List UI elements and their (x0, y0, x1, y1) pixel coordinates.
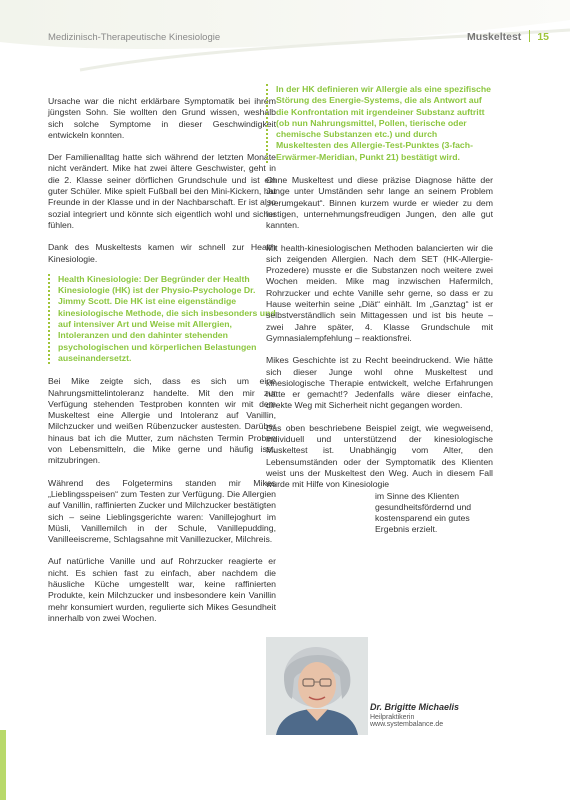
highlight-text: Health Kinesiologie: Der Begründer der Health Kinesiologie (HK) ist der Physio-Psychologe Dr. Jimmy Scott. Die HK ist eine eigenständige kinesiologische Methode, die sich insbesonders und auf intensiver Art und Weise mit Allergien, Intoleranzen und den dahinter stehenden psychologischen und körperlichen Belastungen auseinandersetzt. (58, 273, 276, 363)
paragraph: Während des Folgetermins standen mir Mikes „Lieblingsspeisen“ zum Testen zur Verfügung. Die Allergien auf Vanillin, raffinierten Zucker und Milchzucker bestätigten sich – seine Lieblingsgerichte waren: Vanillejoghurt im Müsli, Vanillemilch in der Schule, Vanillepudding, Vanilleeiscreme, Schlagsahne mit Vanillezucker, Milchreis. (48, 477, 276, 545)
paragraph: Mit health-kinesiologischen Methoden balancierten wir die sich zeigenden Allergien. Nach dem SET (HK-Allergie-Prozedere) musste er die Substanzen noch weitere zwei Wochen meiden. Mike mag inzwischen Hafermilch, Rohrzucker und echte Vanille sehr gerne, so dass er zu Hause weiterhin seine „Diät“ einhält. Im „Ganztag“ ist er selbstverständlich sein Mittagessen und ist bis heute – zwei Jahre später, 4. Klasse Grundschule mit Gymnasialempfehlung – reaktionsfrei. (266, 242, 493, 343)
running-header-title: Medizinisch-Therapeutische Kinesiologie (48, 32, 221, 43)
header-divider (529, 30, 530, 42)
paragraph: Bei Mike zeigte sich, dass es sich um eine Nahrungsmittelintoleranz handelte. Mit den mir zur Verfügung stehenden Testproben konnten wir mit dem Muskeltest eine Allergie und Intoleranz auf Vanillin, Milchzucker und weißen Rübenzucker austesten. Darüber hinaus bat ich die Mutter, zum nächsten Termin Proben von Lebensmitteln, die Mike gerne und häufig isst, mitzubringen. (48, 376, 276, 466)
paragraph: Das oben beschriebene Beispiel zeigt, wie wegweisend, individuell und unterstützend der kinesiologische Muskeltest ist. Unabhängig vom Alter, den Lebensumständen oder der Symptomatik des Klienten weist uns der Muskeltest den Weg. Auch in diesem Fall wurde mit Hilfe von Kinesiologie (266, 422, 493, 490)
green-side-tab (0, 730, 6, 800)
paragraph: Auf natürliche Vanille und auf Rohrzucker reagierte er nicht. Es schien fast zu einfach, aber nachdem die häusliche Küche umgestellt war, keine raffinierten Produkte, kein Milchzucker und insbesondere kein Vanillin mehr konsumiert wurden, regulierte sich Mikes Gesundheit innerhalb von zwei Wochen. (48, 556, 276, 623)
highlight-box (48, 274, 276, 364)
narrow-text-wrap (375, 491, 493, 536)
author-photo (266, 637, 368, 735)
paragraph: Dank des Muskeltests kamen wir schnell zur Health Kinesiologie. (48, 242, 276, 264)
highlight-box (266, 84, 493, 163)
paragraph: im Sinne des Klienten gesundheitsfördernd und kostensparend ein gutes Ergebnis erzielt. (375, 490, 472, 535)
page-number: 15 (537, 31, 549, 43)
author-website[interactable]: www.systembalance.de (370, 721, 444, 728)
author-name: Dr. Brigitte Michaelis (370, 702, 460, 712)
paragraph: Ohne Muskeltest und diese präzise Diagnose hätte der Junge unter Umständen sehr lange an seinem Problem „herumgekaut“. Binnen kurzem wurde er wieder zu dem lustigen, unternehmungsfreudigen Jungen, den alle gut kannten. (266, 175, 493, 231)
paragraph: Mikes Geschichte ist zu Recht beeindruckend. Wie hätte sich dieser Junge wohl ohne Muskeltest und kinesiologische Therapie entwickelt, welche Erfahrungen hätte er gemacht!? Jedenfalls wäre dieser einfache, direkte Weg mit Sicherheit nicht gegangen worden. (266, 355, 493, 411)
running-header-section (467, 30, 549, 43)
paragraph: Der Familienalltag hatte sich während der letzten Monate nicht verändert. Mike hat zwei ältere Geschwister, geht in die 2. Klasse seiner dörflichen Grundschule und ist ein guter Schüler. Mike spielt Fußball bei den Mini-Kickern, hat Freunde in der Klasse und in der Nachbarschaft. Er ist also sozial integriert und könnte sich eigentlich wohl und sicher fühlen. (48, 152, 276, 230)
author-role: Heilpraktikerin (370, 714, 415, 721)
left-column (48, 96, 276, 635)
highlight-text: In der HK definieren wir Allergie als eine spezifische Störung des Energie-Systems, die als Antwort auf die Konfrontation mit irgendeiner Substanz auftritt (ob nun Nahrungsmittel, Pollen, tierische oder chemische Substanzen etc.) und durch Muskeltesten des Allergie-Test-Punktes (3-fach-Erwärmer-Meridian, Punkt 21) bestätigt wird. (276, 84, 492, 162)
right-column (266, 84, 493, 547)
paragraph: Ursache war die nicht erklärbare Symptomatik bei ihrem jüngsten Sohn. Sie wollten den Grund wissen, weshalb sich solche Symptome in dieser Geschwindigkeit entwickeln konnten. (48, 96, 276, 140)
author-caption (370, 702, 500, 728)
section-label: Muskeltest (467, 31, 522, 43)
